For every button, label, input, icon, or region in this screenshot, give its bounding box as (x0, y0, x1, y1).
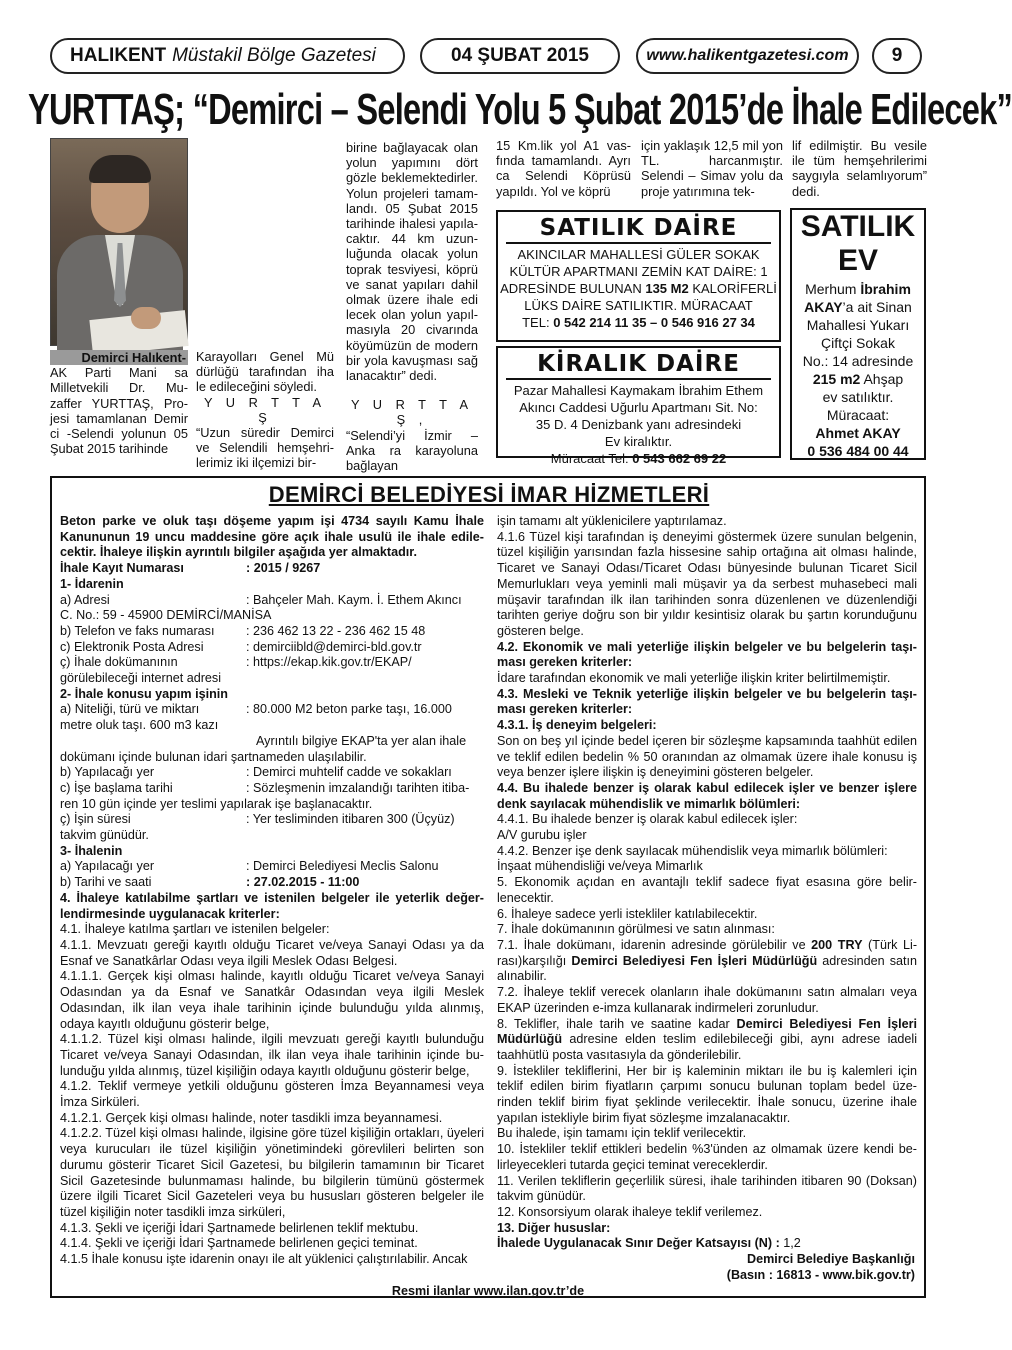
article-column-6: lif edilmiştir. Bu vesile ile tüm hemşehrilerimi saygıyla selamlıyorum” dedi. (792, 138, 927, 199)
notice-row (60, 593, 484, 609)
field-value: : Demirci muhtelif cadde ve sokakları (246, 765, 452, 780)
field-label: a) Niteliği, türü ve miktarı (60, 702, 200, 717)
field-label: a) Yapılacağı yer (60, 859, 155, 874)
ad-text: KALORİFERLİ (688, 281, 777, 296)
clause (497, 1017, 917, 1064)
clause-text: 7.1. İhale dokümanı, idarenin adresinde görülebilir ve (497, 937, 812, 952)
ad-line: Ev kiralıktır. (604, 434, 673, 449)
ad-kiralik-daire (496, 346, 781, 466)
clause: 4.4.1. Bu ihalede benzer iş olarak kabul edilecek işler: (497, 812, 798, 827)
field-value: ren 10 gün içinde yer teslimi yapılarak işe başlanacaktır. (60, 796, 373, 811)
ad-line: 35 D. 4 Denizbank yanı adresindeki (535, 417, 742, 432)
article-text: AK Parti Mani sa Milletvekili Dr. Mu- zaffer YURTTAŞ, Pro- jesi tamamlanan Demir ci -Selendi yolunun 05 Şubat 2015 tarihinde (50, 365, 188, 457)
ad-satilik-daire (496, 210, 781, 342)
clause (497, 938, 917, 985)
brand-name: HALIKENT (70, 45, 167, 66)
ad-phone: 0 543 662 69 22 (632, 451, 727, 466)
field-value: : Sözleşmenin imzalandığı tarihten itiba- (246, 780, 470, 795)
field-label: görülebileceği internet adresi (60, 671, 222, 686)
field-label: c) Elektronik Posta Adresi (60, 639, 204, 654)
field-label: ç) İşin süresi (60, 812, 131, 827)
ad-text: Müracaat Tel: (550, 451, 633, 466)
section-heading: 4.3. Mesleki ve Teknik yeterliğe ilişkin belgeler ve bu belgelerin taşı- ması gereken kriterler: (497, 686, 917, 717)
article-text: Y U R T T A Ş (203, 394, 327, 425)
section-heading: 4.3.1. İş deneyim belgeleri: (497, 718, 657, 733)
clause: 4.1.1.2. Tüzel kişi olması halinde, ilgili mevzuatı gereği kayıtlı bulunduğu Ticaret ve/veya Sanayi Odasından, ilk ilan veya ihale tarihinin içinde bu- lunduğu yılda alınmış, tüzel kişiliğin odaya kayıtlı olduğunu gösterir belge, (60, 1032, 484, 1078)
photo-caption: Demirci Halıkent- (50, 350, 188, 365)
clause: Son on beş yıl içinde bedel içeren bir sözleşme kapsamında taahhüt edilen ve teklif edilen bedelin % 50 oranından az olmamak üzere ihale konusu iş veya benzer işlere ilişkin iş deneyimini gösteren belgeler. (497, 733, 917, 780)
clause: 4.1. İhaleye katılma şartları ve istenilen belgeler: (60, 922, 330, 937)
field-value: : Demirci Belediyesi Meclis Salonu (246, 859, 439, 874)
notice-left-column (60, 514, 484, 1268)
notice-row (60, 812, 484, 828)
clause: 10. İstekliler teklif ettikleri bedelin %3'ünden az olmamak üzere kendi be- lirleyecekleri tutarda geçici teminat vereceklerdir. (497, 1142, 917, 1172)
brand-subtitle: Müstakil Bölge Gazetesi (172, 45, 376, 66)
field-label: c) İşe başlama tarihi (60, 780, 173, 795)
ad-text: AKAY (804, 299, 843, 315)
ad-line: LÜKS DAİRE SATILIKTIR. MÜRACAAT (524, 298, 753, 313)
notice-right-column (497, 514, 917, 1252)
article-text: birine bağlayacak olan yolun yapımını dört gözle beklemektedirler. Yolun projeleri tamam- landı. 05 Şubat 2015 tarihinde ihalesi yapıla- caktır. 44 km uzun- luğunda olacak yolun toprak tesviyesi, köprü ve sanat yapıları dahil olmak üzere ihale edi lecek olan yolun yapıl- masıyla 20 civarında köyümüzün de modern bir yola kavuşması sağ lanacaktır” dedi. (346, 140, 478, 384)
section-heading: 4. İhaleye katılabilme şartları ve istenilen belgeler ile yeterlik değer- lendirmesinde uygulanacak kriterler: (60, 890, 484, 921)
notice-signature (727, 1252, 915, 1283)
ad-text: TEL: (522, 315, 554, 330)
field-value: : 2015 / 9267 (246, 561, 321, 576)
clause: İdare tarafından ekonomik ve mali yeterliğe ilişkin kriter belirtilmemiştir. (497, 671, 891, 686)
clause: 7.2. İhaleye teklif verecek olanların ihale dokümanını satın almaları veya EKAP üzerinden e-imza kullanarak indirmeleri zorunludur. (497, 985, 917, 1015)
ad-title: EV (837, 244, 879, 277)
clause-value: 1,2 (783, 1236, 801, 1251)
article-text: Karayolları Genel Mü dürlüğü tarafından iha le edileceğini söyledi. (196, 349, 334, 395)
ad-line: ev satılıktır. (822, 389, 894, 405)
field-value: takvim günüdür. (60, 828, 149, 843)
field-value: : 27.02.2015 - 11:00 (246, 875, 360, 890)
clause: 9. İstekliler tekliflerini, Her bir iş kaleminin miktarı ile bu iş kalemleri için teklif edilen birim fiyatların çarpımı sonucu bulunan toplam bedel üze- rinden teklif birim fiyat şeklinde verilecektir. İhale sonucu, üzerine ihale yapılan istekliyle birim fiyat sözleşme imzalanacaktır. (497, 1063, 917, 1125)
ad-line: Çiftçi Sokak (821, 335, 895, 351)
section-heading: 2- İhale konusu yapım işinin (60, 686, 228, 701)
notice-row (60, 655, 484, 671)
ad-line (498, 280, 779, 297)
notice-row (60, 561, 484, 577)
notice-row (60, 781, 484, 797)
clause: A/V gurubu işler (497, 828, 587, 843)
section-heading: 13. Diğer hususlar: (497, 1220, 611, 1235)
section-heading: 3- İhalenin (60, 843, 123, 858)
ad-text: ADRESİNDE BULUNAN (500, 281, 646, 296)
headline: YURTTAŞ; “Demirci – Selendi Yolu 5 Şubat 2015’de İhale Edilecek” (28, 85, 1012, 134)
clause-text: 8. Teklifler, ihale tarih ve saatine kadar (497, 1016, 737, 1031)
ad-line: Akıncı Caddesi Uğurlu Apartmanı Sit. No: (519, 400, 758, 415)
article-text: “Selendi’yi İzmir – Anka ra karayoluna bağlayan (346, 427, 478, 474)
article-column-3 (346, 140, 478, 473)
politician-photo (50, 138, 188, 346)
ad-text: ’a ait Sinan (842, 299, 912, 315)
field-value: : 80.000 M2 beton parke taşı, 16.000 (246, 702, 452, 717)
clause: 4.1.2.1. Gerçek kişi olması halinde, noter tasdikli imza beyannamesi. (60, 1110, 443, 1125)
ad-text: İbrahim (860, 281, 911, 297)
email-link[interactable]: : demirciibld@demirci-bld.gov.tr (246, 639, 422, 654)
ad-line (498, 314, 779, 331)
ad-text: 215 m2 (812, 371, 861, 387)
header-website-link[interactable]: www.halikentgazetesi.com (636, 38, 859, 74)
ad-phone: 0 536 484 00 44 (807, 443, 909, 459)
field-value: : Yer tesliminden itibaren 300 (Üçyüz) (246, 812, 455, 827)
office-name: Demirci Belediyesi Fen İşleri Müdürlüğü (571, 953, 818, 968)
field-label: ç) İhale dokümanının (60, 655, 178, 670)
notice-row (60, 624, 484, 640)
article-column-4: 15 Km.lik yol A1 vas- fında tamamlandı. Ayrı ca Selendi Köprüsü yapıldı. Yol ve köprü (496, 138, 631, 199)
clause: 4.1.4. Şekli ve içeriği İdari Şartnamede belirlenen geçici teminat. (60, 1236, 418, 1251)
ad-title: KİRALIK DAİRE (506, 350, 771, 380)
field-value: : 236 462 13 22 - 236 462 15 48 (246, 623, 426, 638)
notice-row (60, 765, 484, 781)
ad-text: Ahşap (860, 371, 904, 387)
clause: 5. Ekonomik açıdan en avantajlı teklif sadece fiyat esasına göre belir- lenecektir. (497, 875, 917, 905)
ad-line (792, 280, 924, 298)
signature-line: Demirci Belediye Başkanlığı (747, 1252, 915, 1266)
clause-text: adresine elden teslim edilebileceği gibi, aynı adrese iadeli taahhütlü posta vasıtasıyla da gönderilebilir. (497, 1032, 917, 1062)
ekap-link[interactable]: : https://ekap.kik.gov.tr/EKAP/ (246, 655, 412, 670)
clause-text: (Türk Li- rası)karşılığı (497, 937, 918, 968)
section-heading: 4.4. Bu ihalede benzer iş olarak kabul edilecek işler ve benzer işlere denk sayılacak mühendislik ve mimarlık bölümleri: (497, 780, 917, 811)
article-text: Y U R T T A Ş , (350, 397, 474, 428)
clause (497, 1236, 917, 1252)
field-value: C. No.: 59 - 45900 DEMİRCİ/MANİSA (60, 608, 272, 623)
section-heading: 1- İdarenin (60, 576, 124, 591)
field-value: dokümanı içinde bulunan idari şartnameden ulaşılabilir. (60, 749, 367, 764)
ad-line (498, 450, 779, 467)
header-masthead (50, 38, 405, 74)
ad-text: Merhum (805, 281, 861, 297)
ad-line: Ahmet AKAY (815, 425, 901, 441)
field-label: İhale Kayıt Numarası (60, 561, 184, 576)
clause: 4.1.2. Teklif vermeye yetkili olduğunu gösteren İmza Beyannamesi veya İmza Sirküleri. (60, 1079, 484, 1110)
clause: 12. Konsorsiyum olarak ihaleye teklif verilemez. (497, 1204, 763, 1219)
article-text: “Uzun süredir Demirci ve Selendili hemşehri- lerimiz iki ilçemizi bir- (196, 425, 334, 471)
article-column-1 (50, 350, 188, 456)
field-label: b) Tarihi ve saati (60, 875, 152, 890)
signature-line: (Basın : 16813 - www.bik.gov.tr) (726, 1267, 915, 1282)
field-value: : Bahçeler Mah. Kaym. İ. Ethem Akıncı (246, 592, 462, 607)
field-label: a) Adresi (60, 592, 110, 607)
clause: 4.1.6 Tüzel kişi tarafından iş deneyimi göstermek üzere sunulan belgenin, tüzel kişiliğin yarısından fazla hissesine sahip ortağına ait olması halinde, Ticaret ve Sanayi Odası/Ticaret Odası bünyesinde bulunan Ticaret Sicil Memurlukları veya yeminli mali müşavir ya da serbest muhasebeci mali müşavir tarafından ilk ilan tarihinden sonra düzenlenen ve düzenlendiği tarihten geriye doğru son bir yıldır kesintisiz olarak bu şartın korunduğunu gösteren belge. (497, 529, 917, 638)
ad-line: Pazar Mahallesi Kaymakam İbrahim Ethem (513, 383, 764, 398)
ad-line: Mahallesi Yukarı (806, 317, 910, 333)
clause: 4.1.2.2. Tüzel kişi olması halinde, ilgisine göre tüzel kişiliğin ortakları, üyeleri veya kurucuları ile tüzel kişiliğin yönetimindeki görevlileri belirten son durumu gösterir Ticaret Sicil Gazetesi, bu bilgilerin tamamının bir Ticaret Sicil Gazetesinde bulunmaması halinde, bu bilgilerin tümünü göstermek üzere ilgili Ticaret Sicil Gazeteleri veya bu hususları gösteren belgeler ile tüzel kişiliğin noter tasdikli imza sirküleri, (60, 1126, 484, 1219)
notice-row (60, 702, 484, 718)
field-label: b) Telefon ve faks numarası (60, 623, 215, 638)
header-date: 04 ŞUBAT 2015 (420, 38, 620, 74)
clause: 4.1.5 İhale konusu işte idarenin onayı ile alt yüklenici çalıştırılabilir. Ancak (60, 1252, 468, 1267)
clause: işin tamamı alt yüklenicilere yaptırılamaz. (497, 514, 727, 528)
office-name: Demirci Belediyesi Fen İşleri Müdürlüğü (497, 1016, 918, 1047)
ad-line: Müracaat: (826, 407, 890, 423)
price: 200 TRY (811, 937, 863, 952)
ad-satilik-ev (790, 208, 926, 460)
clause: İnşaat mühendisliği ve/veya Mimarlık (497, 859, 703, 874)
field-label: b) Yapılacağı yer (60, 765, 155, 780)
notice-row (60, 640, 484, 656)
clause-text: İhalede Uygulanacak Sınır Değer Katsayısı (N) : (497, 1236, 784, 1251)
clause: 4.4.2. Benzer işe denk sayılacak mühendislik veya mimarlık bölümleri: (497, 843, 888, 858)
ad-area: 135 M2 (645, 281, 689, 296)
ad-title: SATILIK (800, 210, 916, 243)
section-heading: 4.2. Ekonomik ve mali yeterliğe ilişkin belgeler ve bu belgelerin taşı- ması gereken kriterler: (497, 639, 917, 670)
ad-line (792, 370, 924, 388)
notice-footer: Resmi ilanlar www.ilan.gov.tr’de (391, 1284, 585, 1298)
clause: 11. Verilen tekliflerin geçerlilik süresi, ihale tarihinden itibaren 90 (Doksan) takvim günüdür. (497, 1173, 917, 1204)
ad-line: No.: 14 adresinde (802, 353, 914, 369)
clause: 7. İhale dokümanının görülmesi ve satın alınması: (497, 922, 775, 937)
ad-line (792, 298, 924, 316)
article-column-2 (196, 349, 334, 471)
ad-phone: 0 542 214 11 35 – 0 546 916 27 34 (553, 315, 755, 330)
notice-title: DEMİRCİ BELEDİYESİ İMAR HİZMETLERİ (268, 482, 710, 507)
article-column-5: için yaklaşık 12,5 mil yon TL. harcanmıştır. Selendi – Simav yolu da proje yatırımına tek- (641, 138, 783, 199)
clause: 4.1.1.1. Gerçek kişi olması halinde, kayıtlı olduğu Ticaret ve/veya Sanayi Odasından ya da Esnaf ve Sanatkâr Odasından veya ilgili Meslek Odasından, ilk ilan veya ihale tarihinin içinde bulunduğu yılda alınmış, odaya kayıtlı olduğunu gösterir belge, (60, 969, 484, 1031)
notice-row (60, 859, 484, 875)
field-value: metre oluk taşı. 600 m3 kazı (60, 718, 219, 733)
clause-text: adresinden satın alınabilir. (497, 953, 918, 984)
clause: 6. İhaleye sadece yerli istekliler katılabilecektir. (497, 906, 758, 921)
ad-line: KÜLTÜR APARTMANI ZEMİN KAT DAİRE: 1 (509, 264, 768, 279)
clause: 4.1.1. Mevzuatı gereği kayıtlı olduğu Ticaret ve/veya Sanayi Odası ya da Esnaf ve Sanatkârlar Odası veya ilgili Meslek Odası Belgesi. (60, 937, 484, 968)
notice-row (60, 875, 484, 891)
ad-line: AKINCILAR MAHALLESİ GÜLER SOKAK (517, 247, 760, 262)
page-number: 9 (872, 38, 922, 74)
clause: 4.1.3. Şekli ve içeriği İdari Şartnamede belirlenen teklif mektubu. (60, 1220, 419, 1235)
clause: Bu ihalede, işin tamamı için teklif verilecektir. (497, 1126, 747, 1141)
notice-intro: Beton parke ve oluk taşı döşeme yapım işi 4734 sayılı Kamu İhale Kanununun 19 uncu maddesine göre açık ihale usulü ile ihale edile- cektir. İhaleye ilişkin ayrıntılı bilgiler aşağıda yer almaktadır. (60, 514, 484, 560)
field-value: Ayrıntılı bilgiye EKAP'ta yer alan ihale (256, 733, 467, 748)
ad-title: SATILIK DAİRE (506, 214, 771, 244)
